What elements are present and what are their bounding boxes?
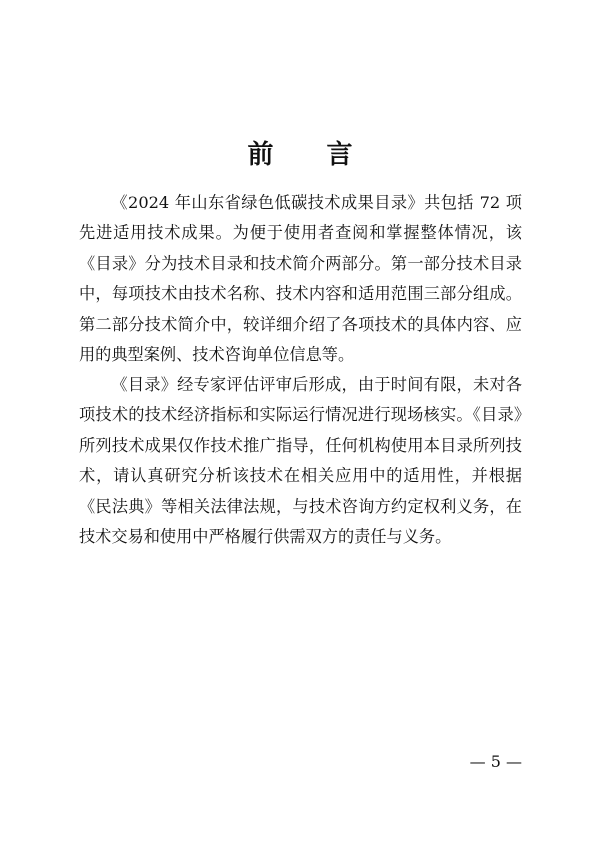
paragraph-disclaimer: 《目录》经专家评估评审后形成，由于时间有限，未对各项技术的技术经济指标和实际运行情况进行现场核实。《目录》所列技术成果仅作技术推广指导，任何机构使用本目录所列技术，请认真研究分析该技术在相关应用中的适用性，并根据《民法典》等相关法律法规，与技术咨询方约定权利义务，在技术交易和使用中严格履行供需双方的责任与义务。 xyxy=(79,375,522,547)
paragraph-intro: 《2024 年山东省绿色低碳技术成果目录》共包括 72 项先进适用技术成果。为便于使用者查阅和掌握整体情况，该《目录》分为技术目录和技术简介两部分。第一部分技术目录中，每项技术由技术名称、技术内容和适用范围三部分组成。第二部分技术简介中，较详细介绍了各项技术的具体内容、应用的典型案例、技术咨询单位信息等。 xyxy=(79,193,522,365)
page-number: — 5 — xyxy=(469,752,522,771)
page-title: 前 言 xyxy=(247,140,375,170)
